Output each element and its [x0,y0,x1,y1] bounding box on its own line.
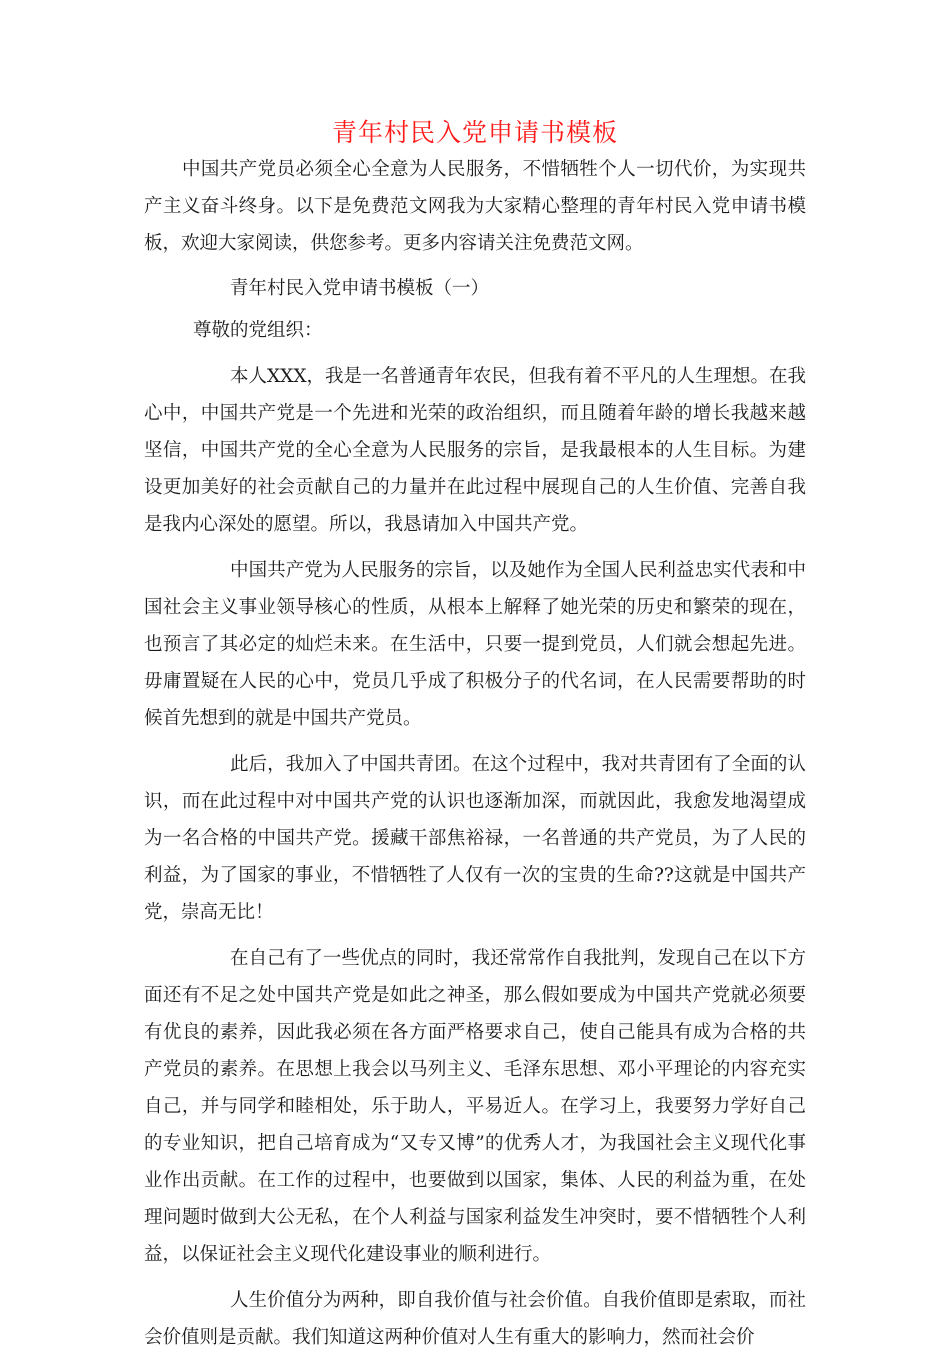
body-paragraph-2: 中国共产党为人民服务的宗旨，以及她作为全国人民利益忠实代表和中国社会主义事业领导核心的性质，从根本上解释了她光荣的历史和繁荣的现在，也预言了其必定的灿烂未来。在生活中，只要一提到党员，人们就会想起先进。毋庸置疑在人民的心中，党员几乎成了积极分子的代名词，在人民需要帮助的时候首先想到的就是中国共产党员。 [144,560,806,729]
body-paragraph-4: 在自己有了一些优点的同时，我还常常作自我批判，发现自己在以下方面还有不足之处中国共产党是如此之神圣，那么假如要成为中国共产党就必须要有优良的素养，因此我必须在各方面严格要求自己，使自己能具有成为合格的共产党员的素养。在思想上我会以马列主义、毛泽东思想、邓小平理论的内容充实自己，并与同学和睦相处，乐于助人，平易近人。在学习上，我要努力学好自己的专业知识，把自己培育成为“又专又博”的优秀人才，为我国社会主义现代化事业作出贡献。在工作的过程中，也要做到以国家，集体、人民的利益为重，在处理问题时做到大公无私，在个人利益与国家利益发生冲突时，要不惜牺牲个人利益，以保证社会主义现代化建设事业的顺利进行。 [144,948,806,1265]
section-subtitle: 青年村民入党申请书模板（一） [230,278,490,299]
body-paragraph-5: 人生价值分为两种，即自我价值与社会价值。自我价值即是索取，而社会价值则是贡献。我们知道这两种价值对人生有重大的影响力，然而社会价 [144,1290,806,1348]
salutation: 尊敬的党组织： [193,320,323,341]
intro-paragraph: 中国共产党员必须全心全意为人民服务，不惜牺牲个人一切代价，为实现共产主义奋斗终身。以下是免费范文网我为大家精心整理的青年村民入党申请书模板，欢迎大家阅读，供您参考。更多内容请关注免费范文网。 [144,159,806,254]
document-title: 青年村民入党申请书模板 [331,118,618,147]
body-paragraph-1: 本人XXX，我是一名普通青年农民，但我有着不平凡的人生理想。在我心中，中国共产党是一个先进和光荣的政治组织，而且随着年龄的增长我越来越坚信，中国共产党的全心全意为人民服务的宗旨，是我最根本的人生目标。为建设更加美好的社会贡献自己的力量并在此过程中展现自己的人生价值、完善自我是我内心深处的愿望。所以，我恳请加入中国共产党。 [144,366,807,535]
body-paragraph-3: 此后，我加入了中国共青团。在这个过程中，我对共青团有了全面的认识，而在此过程中对中国共产党的认识也逐渐加深，而就因此，我愈发地渴望成为一名合格的中国共产党。援藏干部焦裕禄，一名普通的共产党员，为了人民的利益，为了国家的事业，不惜牺牲了人仅有一次的宝贵的生命??这就是中国共产党，崇高无比！ [144,754,806,923]
document-body [144,151,806,1356]
